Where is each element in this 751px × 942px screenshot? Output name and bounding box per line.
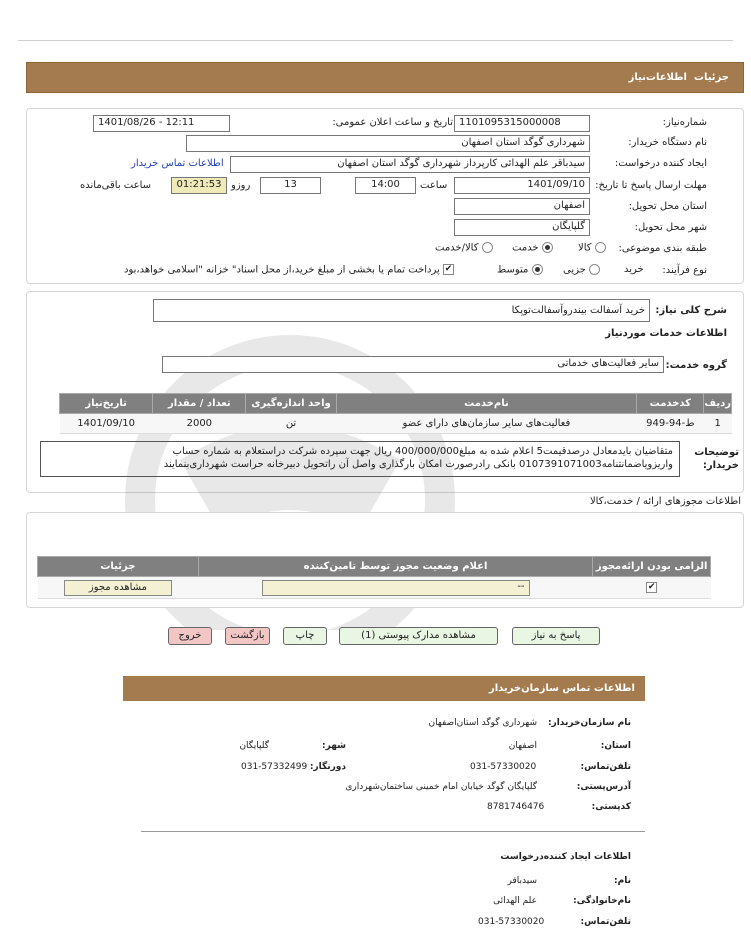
cell-need-date: 1401/09/10 xyxy=(60,414,153,434)
contact-fax-label: دورنگار: xyxy=(309,762,346,772)
cell-permit-details xyxy=(38,577,199,599)
top-divider xyxy=(18,40,733,41)
city-field: گلپایگان xyxy=(454,219,590,236)
contact-divider xyxy=(141,831,645,832)
creator-info-title: اطلاعات ایجاد کننده‌درخواست xyxy=(500,852,631,862)
contact-province-label: استان: xyxy=(600,741,631,751)
services-table xyxy=(59,393,732,434)
permit-status-field: -- xyxy=(262,580,530,596)
creator-phone-label: تلفن‌تماس: xyxy=(580,917,631,927)
exit-button[interactable]: خروج xyxy=(168,627,212,645)
contact-phone: 031-57330020 xyxy=(470,762,537,772)
tab-details[interactable]: جزئیات xyxy=(693,72,729,83)
need-number-label: شماره‌نیاز: xyxy=(662,117,707,128)
col-need-date: تاریخ‌نیاز xyxy=(60,394,153,414)
treasury-option[interactable]: ✔ پرداخت تمام یا بخشی از مبلغ خرید،از محل اسناد" خزانه "اسلامی خواهد،بود xyxy=(124,264,453,276)
contact-title: اطلاعات تماس سازمان‌خریدار xyxy=(488,683,635,694)
col-permit-status: اعلام وضعیت مجوز توسط تامین‌کننده xyxy=(198,557,592,577)
view-attachments-button[interactable]: مشاهده مدارک پیوستی (1) xyxy=(339,627,498,645)
category-label: طبقه بندی موضوعی: xyxy=(618,243,707,254)
tab-need-info[interactable]: اطلاعات‌نیاز xyxy=(628,72,687,83)
deadline-label: مهلت ارسال پاسخ تا تاریخ: xyxy=(595,180,707,191)
creator-field: سیدباقر علم الهدائی کارپرداز شهرداری گوگد استان اصفهان xyxy=(230,156,590,173)
remaining-time-field: 01:21:53 xyxy=(171,177,227,194)
col-permit-required: الزامی بودن ارائه‌مجوز xyxy=(593,557,711,577)
buyer-contact-link[interactable]: اطلاعات تماس خریدار xyxy=(131,158,224,169)
summary-field: خرید آسفالت بیندروآسفالت‌توپکا xyxy=(153,299,650,322)
permits-table xyxy=(37,556,711,599)
radio-icon[interactable] xyxy=(589,264,600,275)
process-label: نوع فرآیند: xyxy=(662,265,707,276)
contact-org-label: نام سازمان‌خریدار: xyxy=(547,718,631,728)
services-title: اطلاعات خدمات موردنیاز xyxy=(605,328,727,339)
page-header xyxy=(26,62,744,93)
announce-field: 1401/08/26 - 12:11 xyxy=(93,115,230,132)
contact-header xyxy=(123,676,645,701)
buyer-notes-line-2: واریزویاضمانتنامه0107391071003 بانکی رادرصورت امکان بارگذاری واصل آن راتحویل دبیرخانه حراست شهرداری‌بنمایند xyxy=(163,459,673,470)
cell-row: 1 xyxy=(704,414,732,434)
permits-title: اطلاعات مجوزهای ارائه / خدمت،کالا xyxy=(589,496,741,507)
table-row xyxy=(60,414,732,434)
cell-permit-status xyxy=(198,577,592,599)
buyer-org-field: شهرداری گوگد استان اصفهان xyxy=(186,135,590,152)
col-permit-details: جزئیات xyxy=(38,557,199,577)
col-quantity: تعداد / مقدار xyxy=(153,394,246,414)
days-label: روزو xyxy=(231,180,251,191)
contact-phone-label: تلفن‌تماس: xyxy=(580,762,631,772)
category-option-goods-service[interactable]: کالا/خدمت xyxy=(435,242,493,254)
print-button[interactable]: چاپ xyxy=(283,627,327,645)
contact-city-label: شهر: xyxy=(322,741,346,751)
contact-city: گلپایگان xyxy=(239,741,269,751)
cell-service-code: ط-94-949 xyxy=(637,414,704,434)
process-option-minor[interactable]: جزیی xyxy=(563,264,600,276)
cell-unit: تن xyxy=(246,414,336,434)
contact-postal: 8781746476 xyxy=(487,802,545,812)
permits-table-header xyxy=(38,557,711,577)
days-field: 13 xyxy=(260,177,321,194)
creator-label: ایجاد کننده درخواست: xyxy=(614,158,707,169)
deadline-time-field: 14:00 xyxy=(355,177,416,194)
table-row xyxy=(38,577,711,599)
view-permit-button[interactable]: مشاهده مجوز xyxy=(64,580,172,596)
contact-address: گلپایگان گوگد خیابان امام خمینی ساختمان‌شهرداری xyxy=(345,782,537,792)
radio-selected-icon[interactable] xyxy=(542,242,553,253)
contact-province: اصفهان xyxy=(508,741,537,751)
col-service-code: کدخدمت xyxy=(637,394,704,414)
group-field: سایر فعالیت‌های خدماتی xyxy=(162,356,664,373)
cell-permit-required xyxy=(593,577,711,599)
category-option-service[interactable]: خدمت xyxy=(512,242,553,254)
announce-label: تاریخ و ساعت اعلان عمومی: xyxy=(332,117,453,128)
process-option-medium[interactable]: متوسط xyxy=(497,264,543,276)
process-type-purchase: خرید xyxy=(624,264,644,275)
cell-quantity: 2000 xyxy=(153,414,246,434)
reply-button[interactable]: پاسخ به نیاز xyxy=(512,627,600,645)
remaining-label: ساعت باقی‌مانده xyxy=(80,180,152,191)
checkbox-checked-icon[interactable]: ✔ xyxy=(444,264,453,274)
time-label: ساعت xyxy=(420,180,448,191)
creator-name-label: نام: xyxy=(614,876,631,886)
radio-selected-icon[interactable] xyxy=(532,264,543,275)
back-button[interactable]: بازگشت xyxy=(225,627,270,645)
summary-label: شرح کلی نیاز: xyxy=(655,305,727,316)
creator-family-label: نام‌خانوادگی: xyxy=(573,896,631,906)
col-row: ردیف xyxy=(704,394,732,414)
radio-icon[interactable] xyxy=(482,242,493,253)
city-label: شهر محل تحویل: xyxy=(634,222,707,233)
creator-family: علم الهدائی xyxy=(493,896,537,906)
col-service-name: نام‌خدمت xyxy=(336,394,637,414)
province-field: اصفهان xyxy=(454,198,590,215)
services-table-header xyxy=(60,394,732,414)
contact-postal-label: کدپستی: xyxy=(591,802,631,812)
contact-org: شهرداری گوگد استان‌اصفهان xyxy=(428,718,537,728)
need-number-field: 1101095315000008 xyxy=(454,115,590,132)
radio-icon[interactable] xyxy=(595,242,606,253)
contact-fax: 031-57332499 xyxy=(241,762,308,772)
category-option-goods[interactable]: کالا xyxy=(578,242,606,254)
group-label: گروه خدمت: xyxy=(665,360,727,371)
creator-name: سیدباقر xyxy=(507,876,537,886)
creator-phone: 031-57330020 xyxy=(478,917,545,927)
buyer-notes-label: توضیحات خریدار: xyxy=(694,447,739,471)
deadline-date-field: 1401/09/10 xyxy=(454,177,590,194)
buyer-notes-line-1: متقاضیان بایدمعادل درصدقیمت5 اعلام شده به مبلغ400/000/000 ریال جهت سپرده شرکت دراستعلام به شماره حساب xyxy=(172,446,673,457)
buyer-notes-box xyxy=(40,441,680,477)
col-unit: واحد اندازه‌گیری xyxy=(246,394,336,414)
cell-service-name: فعالیت‌های سایر سازمان‌های دارای عضو xyxy=(336,414,637,434)
checkbox-checked-icon[interactable]: ✔ xyxy=(647,581,656,592)
province-label: استان محل تحویل: xyxy=(628,201,707,212)
contact-address-label: آدرس‌پستی: xyxy=(576,782,631,792)
buyer-org-label: نام دستگاه خریدار: xyxy=(628,137,707,148)
